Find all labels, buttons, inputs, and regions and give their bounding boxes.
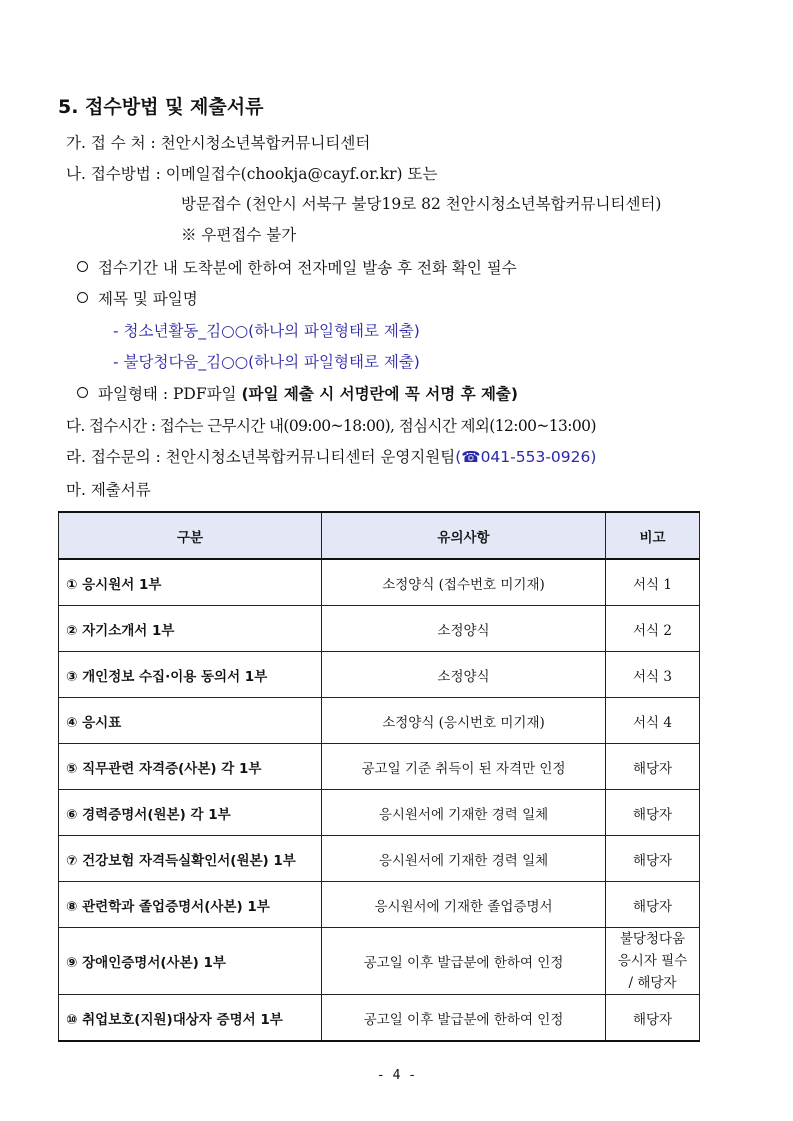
row-note: 응시원서에 기재한 졸업증명서: [322, 882, 606, 928]
bullet-file-format: [77, 382, 518, 404]
row-note: 응시원서에 기재한 경력 일체: [322, 790, 606, 836]
header-notes: 유의사항: [322, 512, 606, 559]
remark-line: / 해당자: [628, 975, 677, 991]
line-no-mail: ※ 우편접수 불가: [181, 226, 297, 244]
row-note: 소정양식: [322, 652, 606, 698]
row-remark: 해당자: [606, 790, 700, 836]
header-category: 구분: [59, 512, 322, 559]
table-row: [59, 790, 700, 836]
contact-text: 라. 접수문의 : 천안시청소년복합커뮤니티센터 운영지원팀: [66, 448, 456, 466]
row-item: ① 응시원서 1부: [59, 559, 322, 606]
table-row: [59, 995, 700, 1042]
table-row: [59, 882, 700, 928]
row-item: ⑨ 장애인증명서(사본) 1부: [59, 928, 322, 995]
row-item: ⑧ 관련학과 졸업증명서(사본) 1부: [59, 882, 322, 928]
table-row: [59, 606, 700, 652]
row-item: ④ 응시표: [59, 698, 322, 744]
row-item: ⑦ 건강보험 자격득실확인서(원본) 1부: [59, 836, 322, 882]
circle-bullet-icon: [77, 261, 88, 272]
bullet-title-filename: [77, 287, 198, 309]
row-remark: 해당자: [606, 744, 700, 790]
header-remarks: 비고: [606, 512, 700, 559]
file-format-text: 파일형태 : PDF파일: [98, 385, 242, 403]
line-ga: 가. 접 수 처 : 천안시청소년복합커뮤니티센터: [66, 134, 371, 152]
row-remark: 해당자: [606, 836, 700, 882]
bullet-title-text: 제목 및 파일명: [98, 290, 198, 308]
row-note: 소정양식 (응시번호 미기재): [322, 698, 606, 744]
row-remark: [606, 928, 700, 995]
file-format-emphasis: (파일 제출 시 서명란에 꼭 서명 후 제출): [241, 385, 518, 403]
remark-line: 응시자 필수: [617, 953, 688, 969]
row-remark: 해당자: [606, 882, 700, 928]
row-note: 공고일 이후 발급분에 한하여 인정: [322, 995, 606, 1042]
row-item: ③ 개인정보 수집·이용 동의서 1부: [59, 652, 322, 698]
row-item: ⑩ 취업보호(지원)대상자 증명서 1부: [59, 995, 322, 1042]
row-remark: 서식 4: [606, 698, 700, 744]
bullet-deadline-text: 접수기간 내 도착분에 한하여 전자메일 발송 후 전화 확인 필수: [98, 259, 517, 277]
table-row: [59, 928, 700, 995]
page-number: - 4 -: [376, 1068, 417, 1083]
remark-line: 불당청다움: [619, 931, 686, 947]
table-row: [59, 652, 700, 698]
line-da: 다. 접수시간 : 접수는 근무시간 내(09:00~18:00), 점심시간 제외(12:00~13:00): [66, 417, 596, 435]
table-header-row: [59, 512, 700, 559]
circle-bullet-icon: [77, 292, 88, 303]
table-row: [59, 559, 700, 606]
table-row: [59, 744, 700, 790]
row-note: 공고일 기준 취득이 된 자격만 인정: [322, 744, 606, 790]
contact-phone: (☎041-553-0926): [455, 448, 597, 466]
row-item: ⑤ 직무관련 자격증(사본) 각 1부: [59, 744, 322, 790]
filename-example-2: - 불당청다움_김○○(하나의 파일형태로 제출): [113, 353, 420, 371]
row-remark: 서식 2: [606, 606, 700, 652]
line-visit-address: 방문접수 (천안시 서북구 불당19로 82 천안시청소년복합커뮤니티센터): [181, 195, 662, 213]
row-remark: 서식 3: [606, 652, 700, 698]
row-item: ⑥ 경력증명서(원본) 각 1부: [59, 790, 322, 836]
row-remark: 서식 1: [606, 559, 700, 606]
row-note: 소정양식 (접수번호 미기재): [322, 559, 606, 606]
row-note: 응시원서에 기재한 경력 일체: [322, 836, 606, 882]
bullet-deadline: [77, 256, 517, 278]
circle-bullet-icon: [77, 387, 88, 398]
section-title: 5. 접수방법 및 제출서류: [58, 96, 264, 118]
line-na: 나. 접수방법 : 이메일접수(chookja@cayf.or.kr) 또는: [66, 165, 438, 183]
row-note: 소정양식: [322, 606, 606, 652]
row-remark: 해당자: [606, 995, 700, 1042]
table-row: [59, 836, 700, 882]
submission-documents-table: [58, 511, 700, 1042]
row-item: ② 자기소개서 1부: [59, 606, 322, 652]
row-note: 공고일 이후 발급분에 한하여 인정: [322, 928, 606, 995]
line-ra: [66, 445, 596, 467]
filename-example-1: - 청소년활동_김○○(하나의 파일형태로 제출): [113, 322, 420, 340]
line-ma: 마. 제출서류: [66, 481, 151, 499]
table-row: [59, 698, 700, 744]
